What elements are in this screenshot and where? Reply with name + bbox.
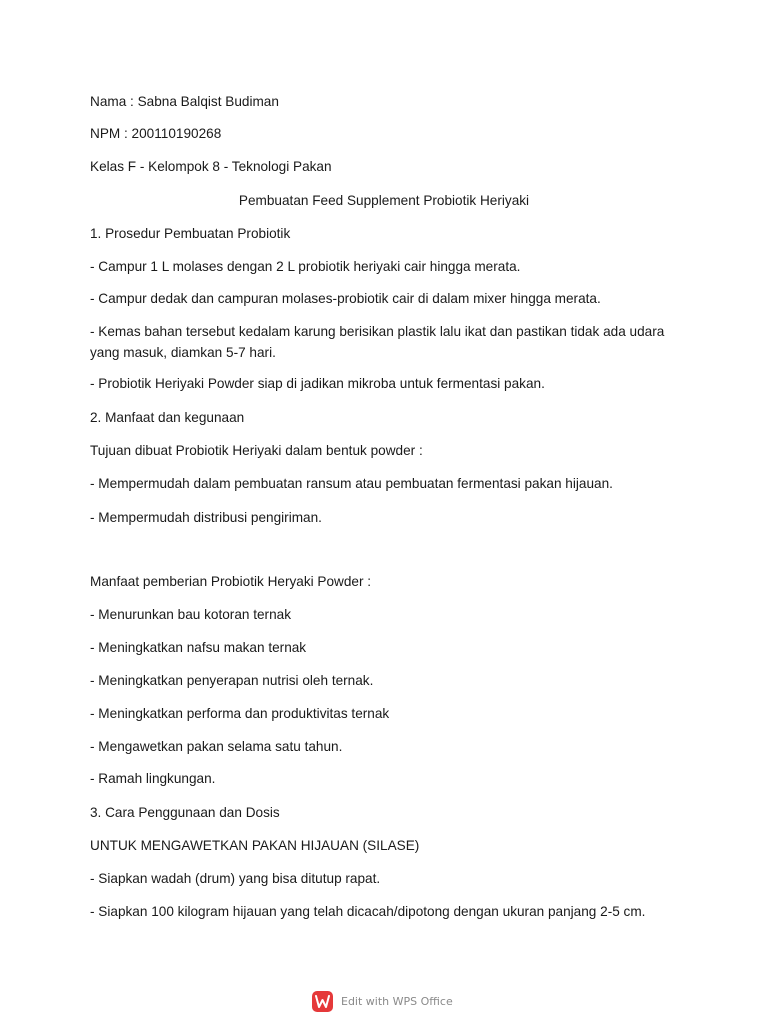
document-title: Pembuatan Feed Supplement Probiotik Heriyaki bbox=[238, 193, 530, 208]
list-item: - Meningkatkan nafsu makan ternak bbox=[90, 640, 307, 655]
list-item: - Siapkan wadah (drum) yang bisa ditutup rapat. bbox=[90, 871, 381, 886]
paragraph: - Mempermudah distribusi pengiriman. bbox=[90, 510, 322, 525]
paragraph: - Kemas bahan tersebut kedalam karung berisikan plastik lalu ikat dan pastikan tidak ada udara yang masuk, diamkan 5-7 hari. bbox=[90, 324, 665, 360]
paragraph: Manfaat pemberian Probiotik Heryaki Powder : bbox=[90, 574, 372, 589]
wps-edit-label: Edit with WPS Office bbox=[341, 994, 453, 1008]
wps-edit-link[interactable] bbox=[312, 990, 453, 1012]
list-item: - Meningkatkan performa dan produktivitas ternak bbox=[90, 706, 390, 721]
paragraph: Tujuan dibuat Probiotik Heriyaki dalam bentuk powder : bbox=[90, 443, 423, 458]
list-item: - Mengawetkan pakan selama satu tahun. bbox=[90, 739, 343, 754]
list-item: - Siapkan 100 kilogram hijauan yang telah dicacah/dipotong dengan ukuran panjang 2-5 cm. bbox=[90, 904, 646, 919]
paragraph: - Campur dedak dan campuran molases-probiotik cair di dalam mixer hingga merata. bbox=[90, 291, 601, 306]
subheading: UNTUK MENGAWETKAN PAKAN HIJAUAN (SILASE) bbox=[90, 838, 420, 853]
npm-line: NPM : 200110190268 bbox=[90, 126, 222, 141]
list-item: - Menurunkan bau kotoran ternak bbox=[90, 607, 292, 622]
wps-office-icon bbox=[312, 991, 333, 1012]
name-line: Nama : Sabna Balqist Budiman bbox=[90, 94, 279, 109]
list-item: - Meningkatkan penyerapan nutrisi oleh ternak. bbox=[90, 673, 374, 688]
paragraph: - Campur 1 L molases dengan 2 L probiotik heriyaki cair hingga merata. bbox=[90, 259, 521, 274]
class-line: Kelas F - Kelompok 8 - Teknologi Pakan bbox=[90, 159, 332, 174]
list-item: - Ramah lingkungan. bbox=[90, 771, 216, 786]
paragraph: - Mempermudah dalam pembuatan ransum atau pembuatan fermentasi pakan hijauan. bbox=[90, 476, 613, 491]
section-heading-3: 3. Cara Penggunaan dan Dosis bbox=[90, 805, 280, 820]
section-heading-2: 2. Manfaat dan kegunaan bbox=[90, 410, 245, 425]
paragraph: - Probiotik Heriyaki Powder siap di jadikan mikroba untuk fermentasi pakan. bbox=[90, 376, 545, 391]
section-heading-1: 1. Prosedur Pembuatan Probiotik bbox=[90, 226, 291, 241]
